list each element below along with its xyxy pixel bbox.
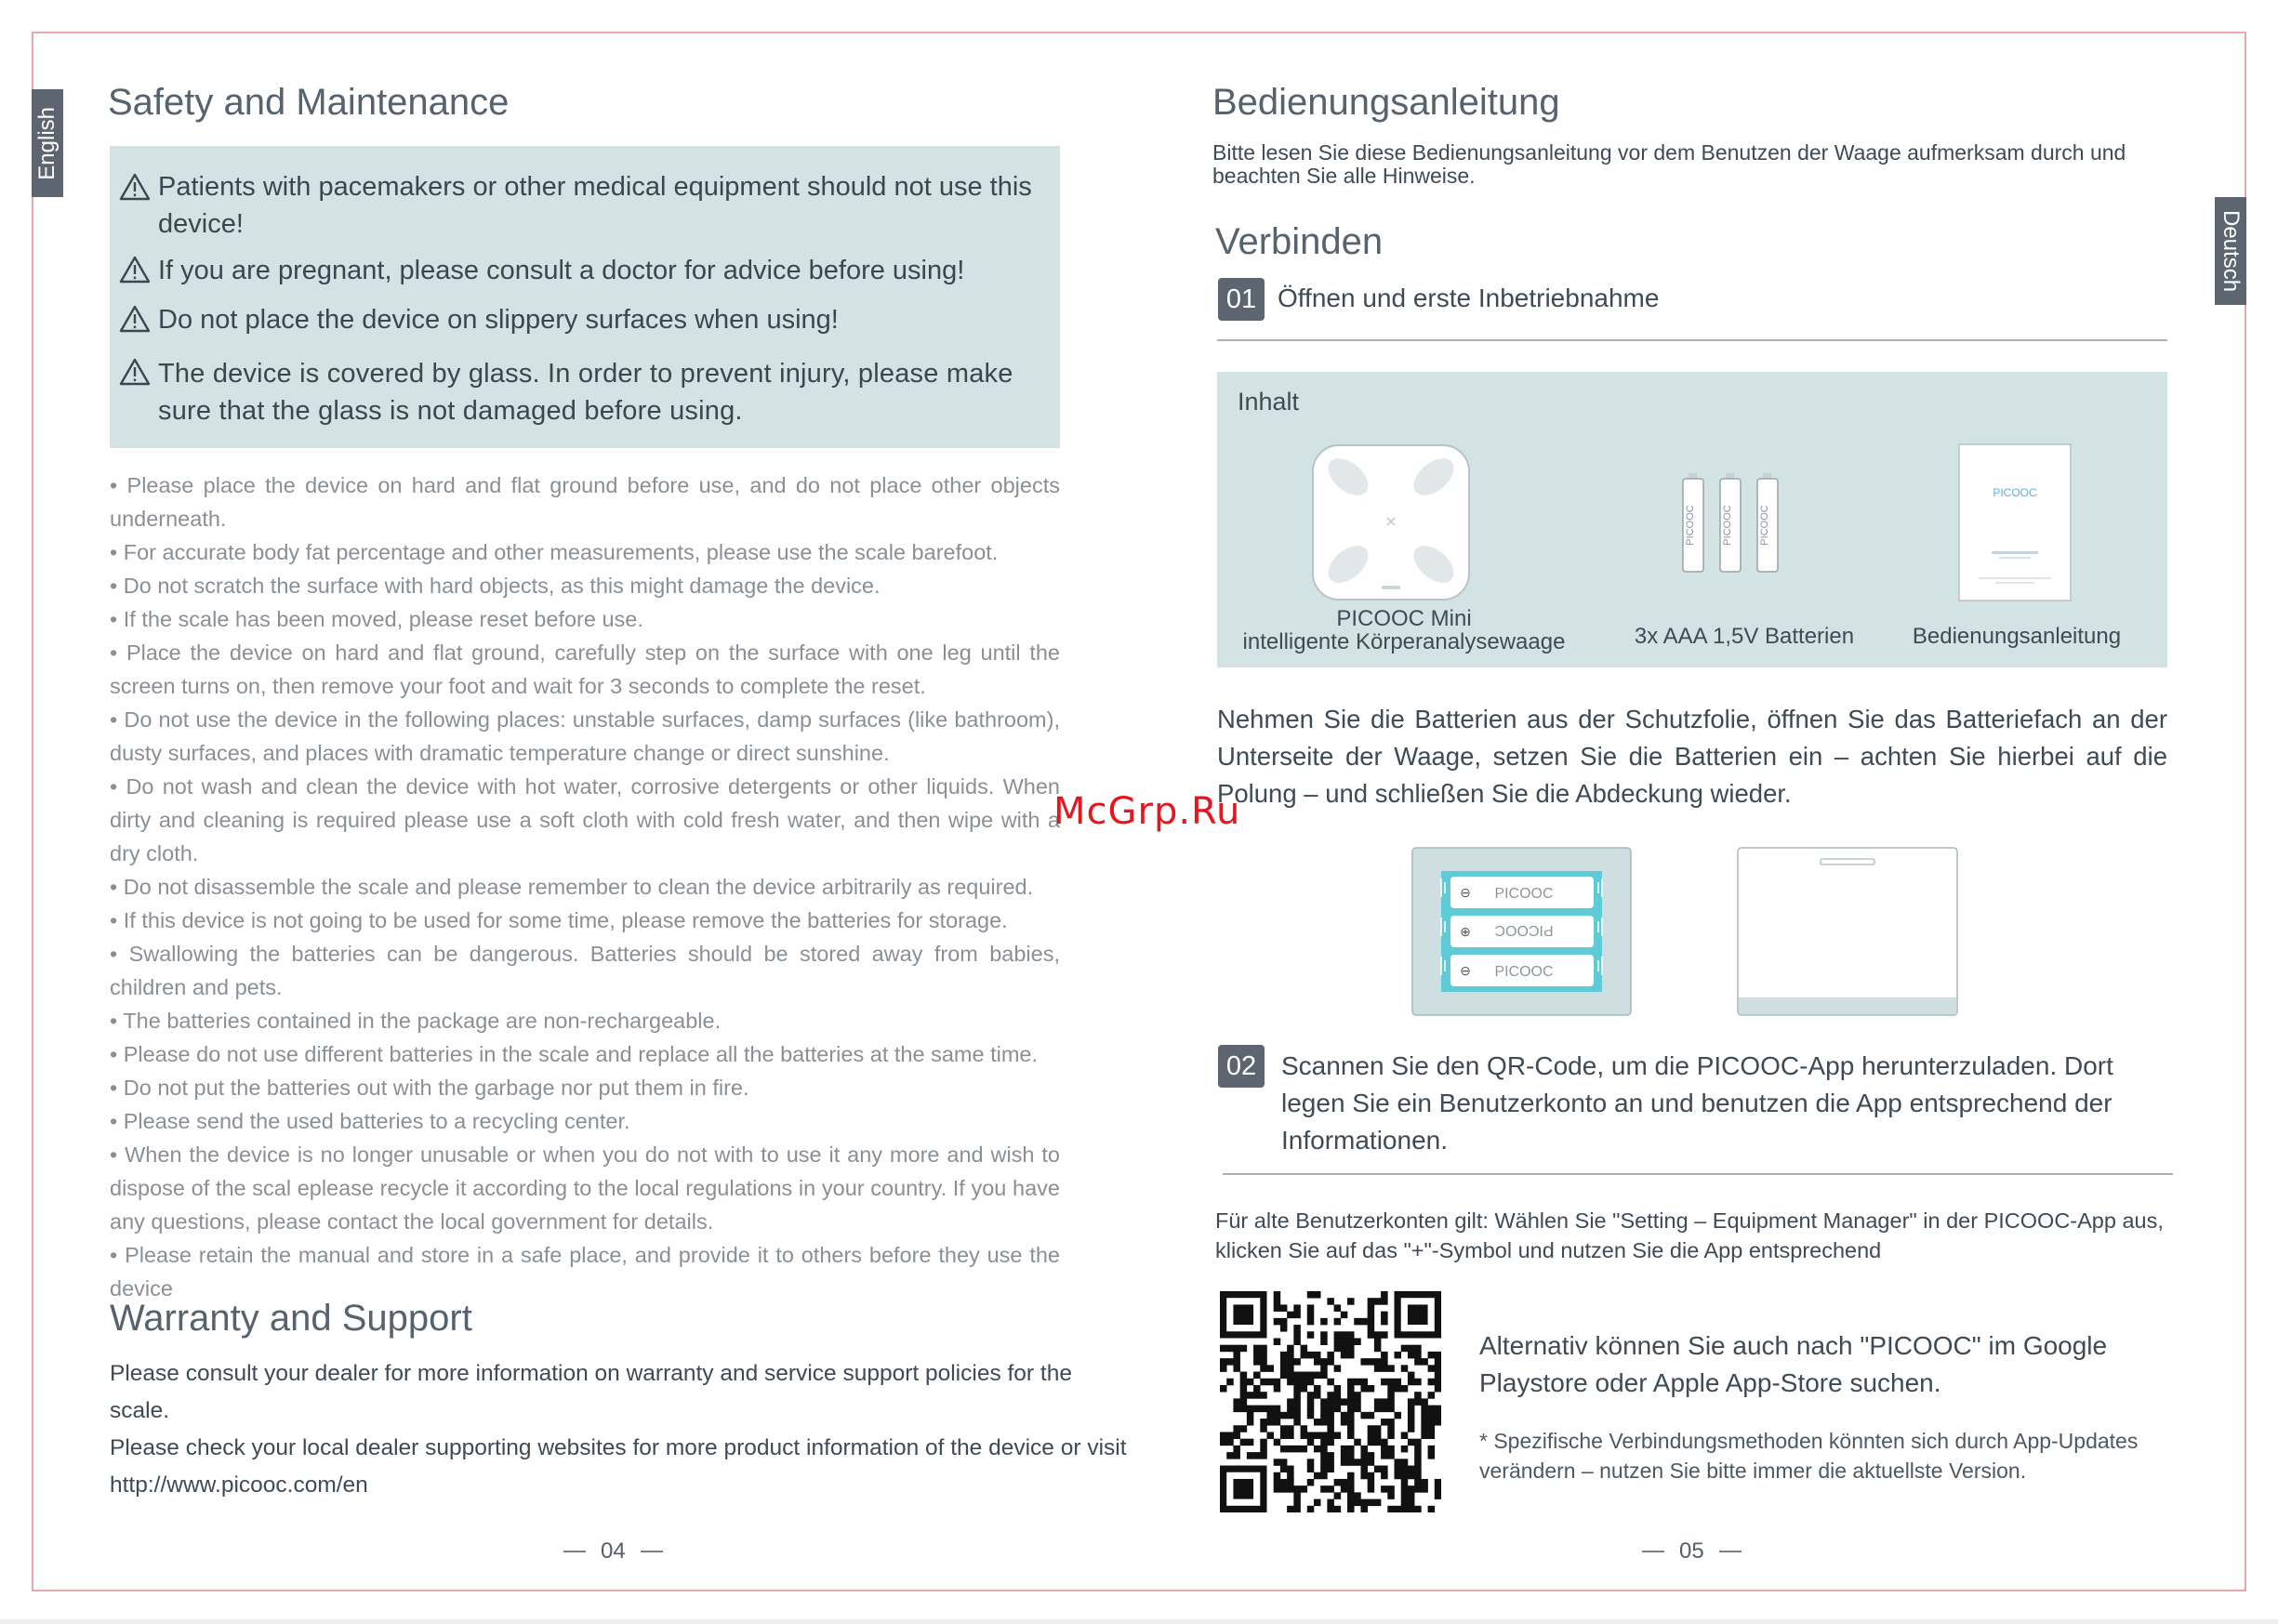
battery-label: PICOOC bbox=[1759, 505, 1770, 546]
step-badge-01: 01 bbox=[1218, 278, 1265, 321]
section-title-warranty: Warranty and Support bbox=[110, 1298, 472, 1339]
manual-illustration bbox=[1958, 443, 2072, 601]
contents-heading: Inhalt bbox=[1238, 388, 1300, 416]
section-title-connect: Verbinden bbox=[1215, 221, 1384, 262]
warning-text: Patients with pacemakers or other medical equipment should not use this device! bbox=[158, 172, 1032, 239]
svg-text:⊖: ⊖ bbox=[1460, 963, 1471, 978]
page-number-left: 04 bbox=[563, 1538, 663, 1565]
warning-icon bbox=[119, 173, 151, 201]
language-tab-english[interactable] bbox=[32, 89, 63, 197]
warning-icon bbox=[119, 305, 151, 333]
old-accounts-text: Für alte Benutzerkonten gilt: Wählen Sie "Setting – Equipment Manager" in der PICOOC-App aus, klicken Sie auf das "+"-Symbol und nutzen Sie die App entsprechend bbox=[1215, 1208, 2164, 1262]
list-item: • Swallowing the batteries can be dangerous. Batteries should be stored away from babies, children and pets. bbox=[110, 942, 1060, 999]
list-item: • Place the device on hard and flat ground, carefully step on the surface with one leg until the screen turns on, then remove your foot and wait for 3 seconds to complete the reset. bbox=[110, 640, 1060, 698]
watermark: McGrp.Ru bbox=[1053, 790, 1241, 833]
language-tab-deutsch[interactable] bbox=[2215, 197, 2246, 305]
list-item: • If this device is not going to be used for some time, please remove the batteries for storage. bbox=[110, 908, 1008, 932]
list-item: • Please place the device on hard and flat ground before use, and do not place other objects underneath. bbox=[110, 473, 1060, 531]
svg-text:⊖: ⊖ bbox=[1460, 885, 1471, 900]
battery-label: PICOOC bbox=[1722, 505, 1733, 546]
list-item: • Do not use the device in the following places: unstable surfaces, damp surfaces (like bathroom), dusty surfaces, and places with dramatic temperature change or direct sunshine. bbox=[110, 707, 1060, 765]
intro-text: Bitte lesen Sie diese Bedienungsanleitung vor dem Benutzen der Waage aufmerksam durch und beachten Sie alle Hinweise. bbox=[1212, 140, 2126, 188]
list-item: • When the device is no longer unusable or when you do not with to use it any more and wish to dispose of the scal eplease recycle it according to the local regulations in your country. If you have any questions, please contact the local government for details. bbox=[110, 1142, 1060, 1234]
contents-caption-manual: Bedienungsanleitung bbox=[1912, 624, 2122, 649]
step-label-01: Öffnen und erste Inbetriebnahme bbox=[1278, 284, 1660, 312]
manual-logo: PICOOC bbox=[1993, 486, 2037, 499]
batteries-illustration bbox=[1681, 471, 1789, 574]
battery-instructions: Nehmen Sie die Batterien aus der Schutzfolie, öffnen Sie das Batteriefach an der Unterseite der Waage, setzen Sie die Batterien ein – achten Sie hierbei auf die Polung – und schließen Sie die Abdeckung wieder. bbox=[1217, 705, 2167, 808]
step-badge-02: 02 bbox=[1218, 1045, 1265, 1088]
list-item: • Please send the used batteries to a recycling center. bbox=[110, 1109, 630, 1133]
warranty-paragraph: Please consult your dealer for more information on warranty and service support policies for the scale. bbox=[110, 1361, 1072, 1423]
list-item: • Please do not use different batteries in the scale and replace all the batteries at the same time. bbox=[110, 1042, 1038, 1066]
list-item: • The batteries contained in the package are non-rechargeable. bbox=[110, 1009, 722, 1033]
battery-compartment-illustration bbox=[1411, 847, 1632, 1016]
bottom-strip bbox=[0, 1619, 2278, 1624]
footnote: * Spezifische Verbindungsmethoden könnten sich durch App-Updates verändern – nutzen Sie bitte immer die aktuellste Version. bbox=[1479, 1429, 2139, 1483]
compartment-battery-label: PICOOC bbox=[1494, 922, 1554, 938]
list-item: • Do not wash and clean the device with hot water, corrosive detergents or other liquids. When dirty and cleaning is required please use a soft cloth with cold fresh water, and then wipe with a dry cloth. bbox=[110, 774, 1060, 865]
warning-text: If you are pregnant, please consult a doctor for advice before using! bbox=[158, 256, 965, 285]
warning-text: The device is covered by glass. In order to prevent injury, please make sure that the glass is not damaged before using. bbox=[158, 359, 1013, 426]
compartment-battery-label: PICOOC bbox=[1494, 886, 1554, 902]
compartment-battery-label: PICOOC bbox=[1494, 964, 1554, 980]
svg-text:⊕: ⊕ bbox=[1460, 924, 1471, 939]
step-label-02: Scannen Sie den QR-Code, um die PICOOC-App herunterzuladen. Dort legen Sie ein Benutzerkonto an und benutzen die App entsprechend der Informationen. bbox=[1281, 1051, 2113, 1155]
divider bbox=[1217, 339, 2167, 341]
scale-illustration bbox=[1311, 443, 1471, 601]
contents-caption-batteries: 3x AAA 1,5V Batterien bbox=[1634, 624, 1855, 649]
store-search-text: Alternativ können Sie auch nach "PICOOC" im Google Playstore oder Apple App-Store suchen. bbox=[1479, 1331, 2108, 1397]
warranty-paragraph: Please check your local dealer supporting websites for more product information of the device or visit http://www.picooc.com/en bbox=[110, 1435, 1127, 1498]
language-tab-label: Deutsch bbox=[2218, 209, 2244, 293]
list-item: • Please retain the manual and store in a safe place, and provide it to others before they use the device bbox=[110, 1243, 1060, 1301]
warning-icon bbox=[119, 256, 151, 284]
scale-cover-illustration bbox=[1737, 847, 1958, 1016]
list-item: • Do not scratch the surface with hard objects, as this might damage the device. bbox=[110, 574, 881, 598]
battery-label: PICOOC bbox=[1685, 505, 1696, 546]
warning-text: Do not place the device on slippery surfaces when using! bbox=[158, 305, 839, 335]
contents-caption-scale: PICOOC Mini intelligente Körperanalysewaage bbox=[1242, 606, 1566, 654]
list-item: • For accurate body fat percentage and other measurements, please use the scale barefoot. bbox=[110, 540, 999, 564]
qr-code[interactable] bbox=[1220, 1291, 1441, 1512]
page-title: Bedienungsanleitung bbox=[1212, 82, 1560, 123]
page-title: Safety and Maintenance bbox=[108, 82, 510, 123]
warranty-text bbox=[110, 1355, 1132, 1504]
list-item: • If the scale has been moved, please reset before use. bbox=[110, 607, 643, 631]
list-item: • Do not disassemble the scale and please remember to clean the device arbitrarily as required. bbox=[110, 875, 1034, 899]
page-number-right: 05 bbox=[1642, 1538, 1742, 1565]
warning-icon bbox=[119, 358, 151, 386]
language-tab-label: English bbox=[34, 106, 60, 180]
safety-bullet-list bbox=[110, 469, 1060, 1305]
list-item: • Do not put the batteries out with the garbage nor put them in fire. bbox=[110, 1076, 749, 1100]
divider bbox=[1223, 1173, 2173, 1175]
